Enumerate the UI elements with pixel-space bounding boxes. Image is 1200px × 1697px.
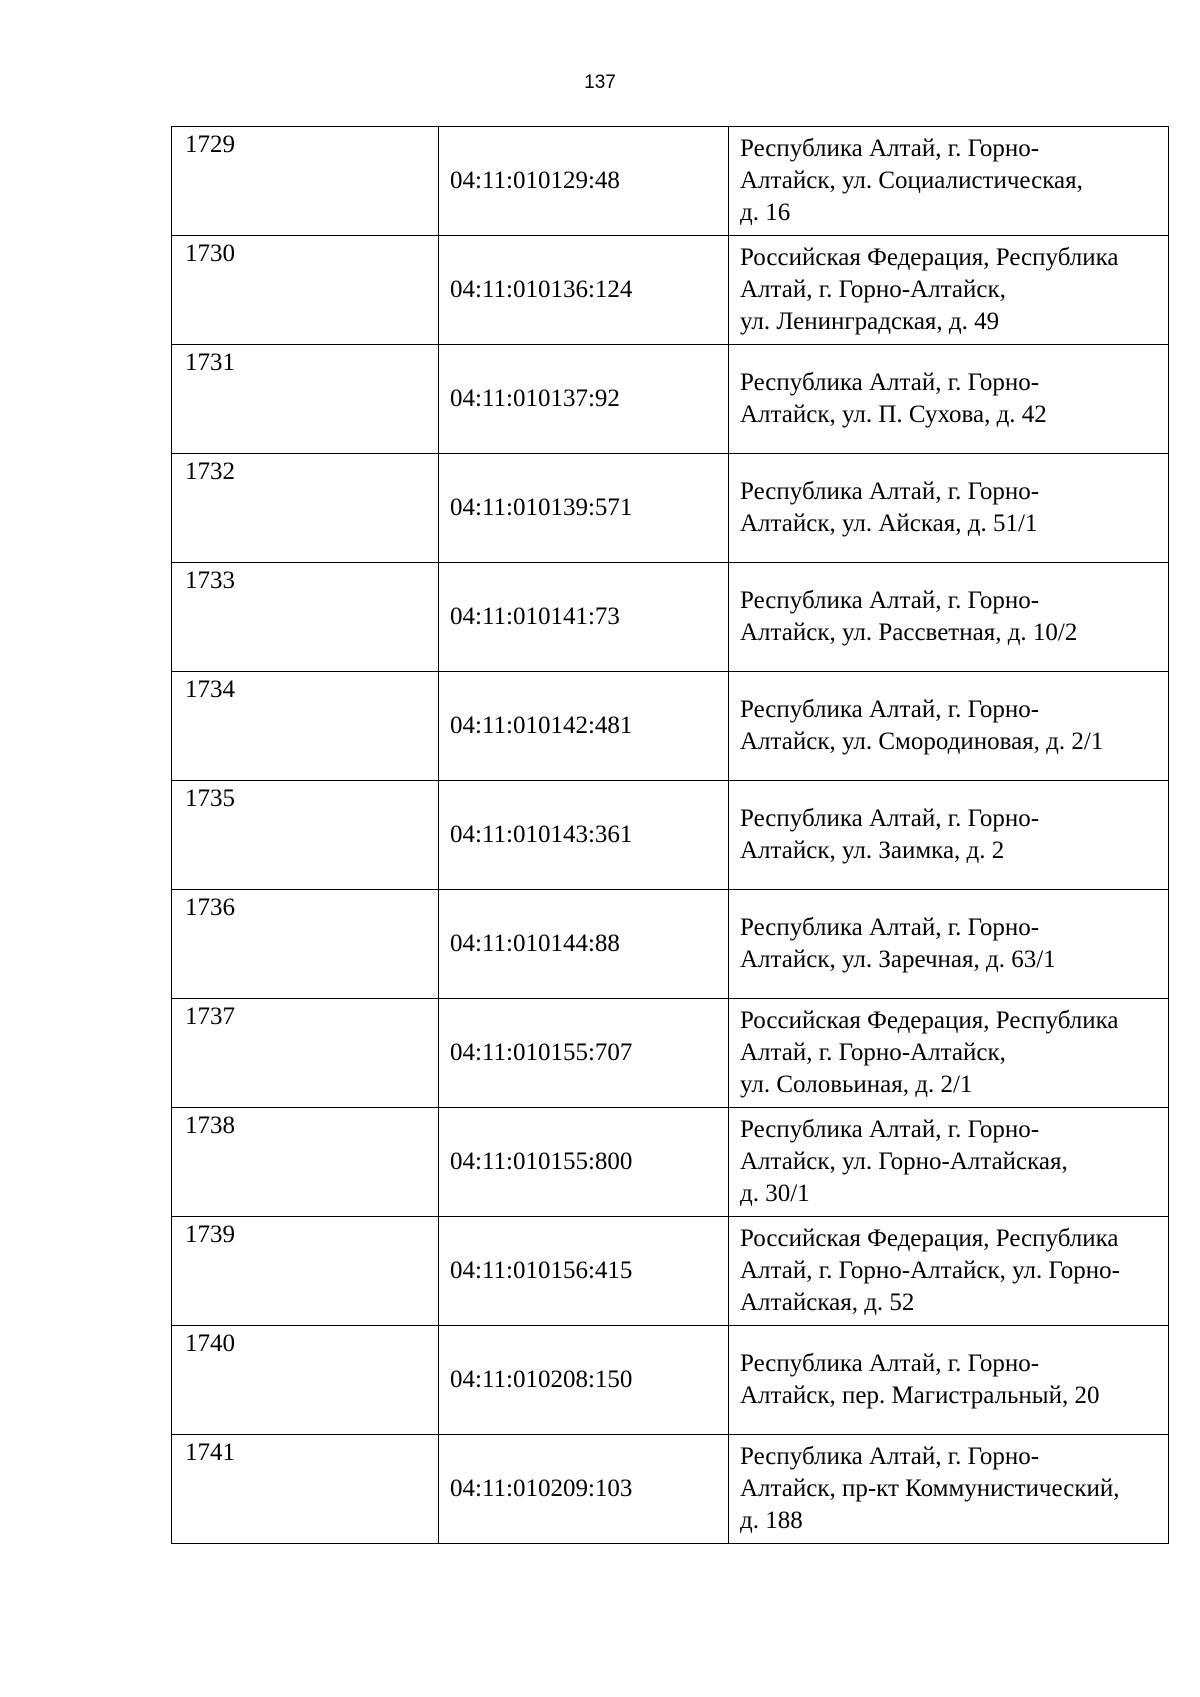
address-line: д. 188 [740,1507,803,1534]
cadastral-number-cell: 04:11:010142:481 [439,672,729,781]
address-line: Алтайск, ул. Айская, д. 51/1 [740,510,1038,537]
table-row [172,1217,1169,1326]
address-cell [729,1217,1169,1326]
address-cell [729,345,1169,454]
address-line: Российская Федерация, Республика [740,1225,1119,1252]
row-number-cell: 1738 [172,1108,439,1217]
address-line: д. 16 [740,199,791,226]
registry-table-body [172,127,1169,1544]
address-cell [729,127,1169,236]
cadastral-number-cell: 04:11:010209:103 [439,1435,729,1544]
address-line: Республика Алтай, г. Горно- [740,135,1040,162]
cadastral-number-cell: 04:11:010144:88 [439,890,729,999]
table-row [172,1108,1169,1217]
row-number-cell: 1732 [172,454,439,563]
address-line: Алтайск, ул. Горно-Алтайская, [740,1148,1068,1175]
address-cell [729,1326,1169,1435]
address-line: Алтай, г. Горно-Алтайск, ул. Горно- [740,1257,1120,1284]
address-line: Алтай, г. Горно-Алтайск, [740,276,1006,303]
address-line: Республика Алтай, г. Горно- [740,478,1040,505]
address-line: Алтайск, ул. П. Сухова, д. 42 [740,401,1047,428]
registry-table [171,126,1169,1544]
table-row [172,127,1169,236]
address-line: Республика Алтай, г. Горно- [740,914,1040,941]
address-line: ул. Соловьиная, д. 2/1 [740,1071,973,1098]
address-line: Алтай, г. Горно-Алтайск, [740,1039,1006,1066]
row-number-cell: 1730 [172,236,439,345]
address-line: Республика Алтай, г. Горно- [740,1443,1040,1470]
address-line: Алтайская, д. 52 [740,1289,915,1316]
table-row [172,345,1169,454]
address-cell [729,1108,1169,1217]
address-line: Республика Алтай, г. Горно- [740,1116,1040,1143]
table-row [172,999,1169,1108]
row-number-cell: 1739 [172,1217,439,1326]
address-line: ул. Ленинградская, д. 49 [740,308,1000,335]
address-line: Алтайск, ул. Рассветная, д. 10/2 [740,619,1078,646]
address-line: Алтайск, ул. Заречная, д. 63/1 [740,946,1056,973]
row-number-cell: 1737 [172,999,439,1108]
cadastral-number-cell: 04:11:010208:150 [439,1326,729,1435]
address-line: Российская Федерация, Республика [740,244,1119,271]
address-line: Алтайск, ул. Социалистическая, [740,167,1083,194]
address-line: Республика Алтай, г. Горно- [740,696,1040,723]
address-line: Российская Федерация, Республика [740,1007,1119,1034]
address-cell [729,999,1169,1108]
address-line: Республика Алтай, г. Горно- [740,587,1040,614]
table-row [172,1326,1169,1435]
table-row [172,454,1169,563]
cadastral-number-cell: 04:11:010137:92 [439,345,729,454]
cadastral-number-cell: 04:11:010156:415 [439,1217,729,1326]
row-number-cell: 1733 [172,563,439,672]
row-number-cell: 1735 [172,781,439,890]
cadastral-number-cell: 04:11:010136:124 [439,236,729,345]
address-cell [729,454,1169,563]
address-cell [729,563,1169,672]
cadastral-number-cell: 04:11:010155:707 [439,999,729,1108]
table-row [172,890,1169,999]
table-row [172,1435,1169,1544]
address-cell [729,781,1169,890]
row-number-cell: 1734 [172,672,439,781]
address-cell [729,890,1169,999]
address-line: Республика Алтай, г. Горно- [740,369,1040,396]
address-line: Алтайск, ул. Смородиновая, д. 2/1 [740,728,1104,755]
address-line: Алтайск, пр-кт Коммунистический, [740,1475,1120,1502]
address-line: Алтайск, ул. Заимка, д. 2 [740,837,1005,864]
address-line: Республика Алтай, г. Горно- [740,805,1040,832]
address-cell [729,1435,1169,1544]
row-number-cell: 1736 [172,890,439,999]
table-row [172,672,1169,781]
row-number-cell: 1731 [172,345,439,454]
address-cell [729,672,1169,781]
row-number-cell: 1729 [172,127,439,236]
cadastral-number-cell: 04:11:010155:800 [439,1108,729,1217]
page-number: 137 [584,72,616,93]
cadastral-number-cell: 04:11:010139:571 [439,454,729,563]
table-row [172,781,1169,890]
table-row [172,236,1169,345]
table-row [172,563,1169,672]
address-line: Республика Алтай, г. Горно- [740,1350,1040,1377]
address-cell [729,236,1169,345]
cadastral-number-cell: 04:11:010143:361 [439,781,729,890]
row-number-cell: 1740 [172,1326,439,1435]
cadastral-number-cell: 04:11:010129:48 [439,127,729,236]
row-number-cell: 1741 [172,1435,439,1544]
cadastral-number-cell: 04:11:010141:73 [439,563,729,672]
address-line: Алтайск, пер. Магистральный, 20 [740,1382,1100,1409]
address-line: д. 30/1 [740,1180,810,1207]
